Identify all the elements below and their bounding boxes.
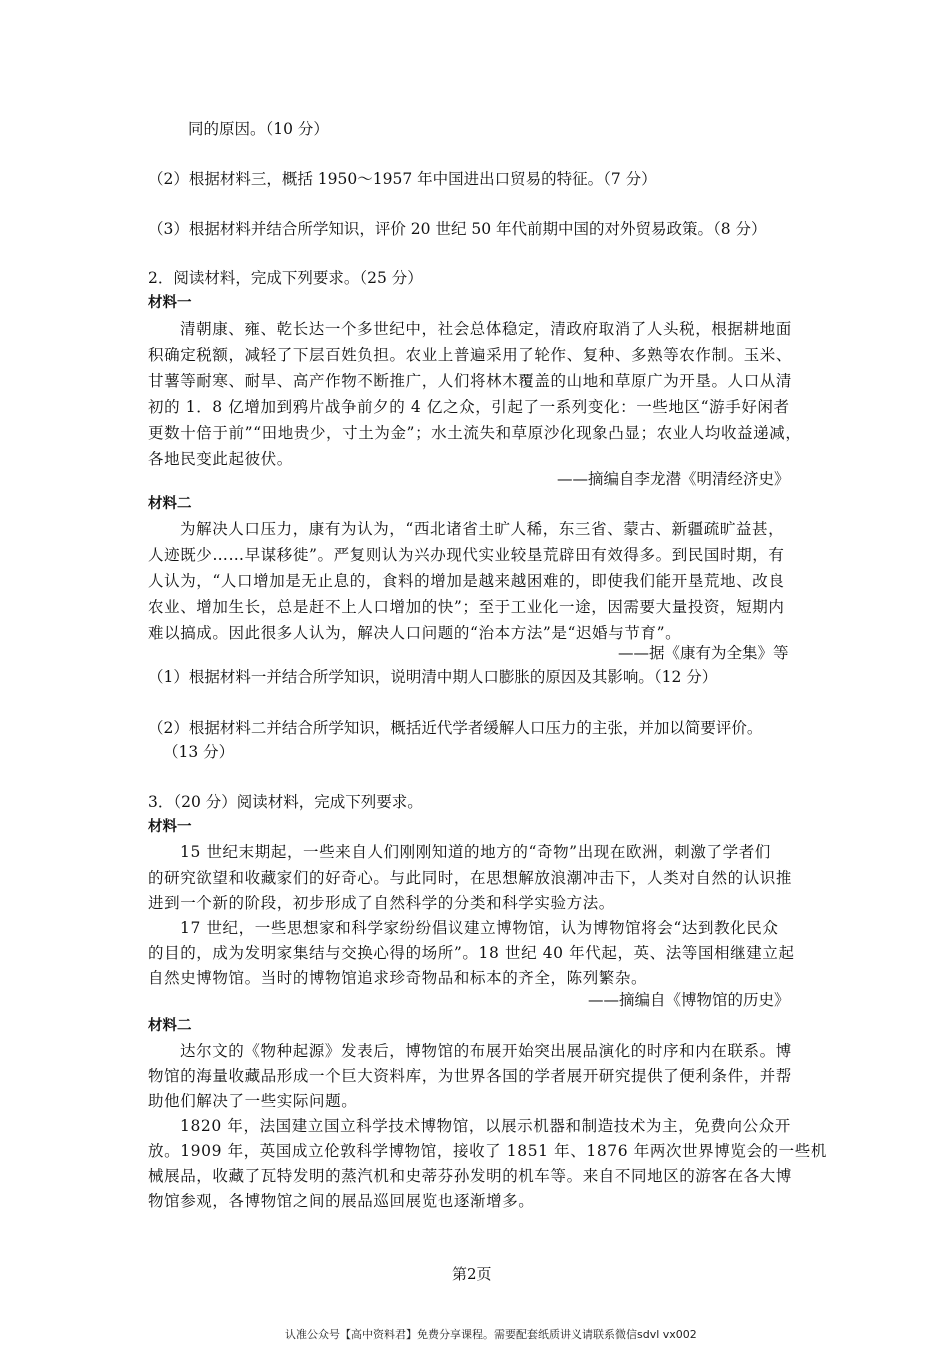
q2-m2-line: 人迹既少……早谋移徙”。严复则认为兴办现代实业较垦荒辟田有效得多。到民国时期，有 — [148, 546, 785, 564]
q2-m2-source: ——据《康有为全集》等 — [618, 644, 789, 662]
q3-m1-line: 进到一个新的阶段，初步形成了自然科学的分类和科学实验方法。 — [148, 894, 615, 912]
footer-note: 认准公众号【高中资料君】免费分享课程。需要配套纸质讲义请联系微信sdvl vx002 — [285, 1328, 697, 1341]
q3-m2-line: 物馆的海量收藏品形成一个巨大资料库，为世界各国的学者展开研究提供了便利条件，并帮 — [148, 1067, 793, 1085]
q3-m2-line: 1820 年，法国建立国立科学技术博物馆，以展示机器和制造技术为主，免费向公众开 — [180, 1117, 791, 1135]
page-number: 第2页 — [452, 1265, 492, 1283]
q3-m2-line: 放。1909 年，英国成立伦敦科学博物馆，接收了 1851 年、1876 年两次世界博览会的一些机 — [148, 1142, 827, 1160]
q2-subquestion-2-points: （13 分） — [163, 743, 235, 761]
q2-m2-line: 农业、增加生长，总是赶不上人口增加的快”；至于工业化一途，因需要大量投资，短期内 — [148, 598, 785, 616]
q3-m1-line: 的研究欲望和收藏家们的好奇心。与此同时，在思想解放浪潮冲击下，人类对自然的认识推 — [148, 869, 793, 887]
q2-m1-line: 初的 1．8 亿增加到鸦片战争前夕的 4 亿之众，引起了一系列变化：一些地区“游手好闲者 — [148, 398, 790, 416]
q3-m2-line: 达尔文的《物种起源》发表后，博物馆的布展开始突出展品演化的时序和内在联系。博 — [180, 1042, 792, 1060]
q2-material-2-label: 材料二 — [148, 496, 192, 512]
q2-m2-line: 人认为，“人口增加是无止息的，食料的增加是越来越困难的，即使我们能开垦荒地、改良 — [148, 572, 785, 590]
q1-subquestion-2: （2）根据材料三，概括 1950～1957 年中国进出口贸易的特征。（7 分） — [148, 170, 657, 188]
q2-m1-line: 各地民变此起彼伏。 — [148, 450, 293, 468]
q3-m2-line: 助他们解决了一些实际问题。 — [148, 1092, 358, 1110]
q2-title: 2．阅读材料，完成下列要求。（25 分） — [148, 269, 423, 287]
q2-m1-line: 更数十倍于前”“田地贵少，寸土为金”；水土流失和草原沙化现象凸显；农业人均收益递减， — [148, 424, 802, 442]
q2-material-1-label: 材料一 — [148, 295, 192, 311]
q3-m2-line: 物馆参观，各博物馆之间的展品巡回展览也逐渐增多。 — [148, 1192, 535, 1210]
q1-continuation: 同的原因。（10 分） — [188, 120, 329, 138]
q3-m1-line: 自然史博物馆。当时的博物馆追求珍奇物品和标本的齐全，陈列繁杂。 — [148, 969, 648, 987]
q3-m1-line: 的目的，成为发明家集结与交换心得的场所”。18 世纪 40 年代起，英、法等国相继建立起 — [148, 944, 795, 962]
q2-m1-line: 清朝康、雍、乾长达一个多世纪中，社会总体稳定，清政府取消了人头税，根据耕地面 — [180, 320, 792, 338]
q2-m1-line: 积确定税额，减轻了下层百姓负担。农业上普遍采用了轮作、复种、多熟等农作制。玉米、 — [148, 346, 793, 364]
q3-m1-line: 15 世纪末期起，一些来自人们刚刚知道的地方的“奇物”出现在欧洲，刺激了学者们 — [180, 843, 771, 861]
q2-subquestion-2: （2）根据材料二并结合所学知识，概括近代学者缓解人口压力的主张，并加以简要评价。 — [148, 719, 763, 737]
q2-m2-line: 难以搞成。因此很多人认为，解决人口问题的“治本方法”是“迟婚与节育”。 — [148, 624, 682, 642]
q2-m2-line: 为解决人口压力，康有为认为，“西北诸省土旷人稀，东三省、蒙古、新疆疏旷益甚， — [180, 520, 785, 538]
q3-material-1-label: 材料一 — [148, 819, 192, 835]
q1-subquestion-3: （3）根据材料并结合所学知识，评价 20 世纪 50 年代前期中国的对外贸易政策。（8 分） — [148, 220, 767, 238]
q3-m1-line: 17 世纪，一些思想家和科学家纷纷倡议建立博物馆，认为博物馆将会“达到教化民众 — [180, 919, 779, 937]
q2-m1-source: ——摘编自李龙潜《明清经济史》 — [557, 470, 790, 488]
q3-m2-line: 械展品，收藏了瓦特发明的蒸汽机和史蒂芬孙发明的机车等。来自不同地区的游客在各大博 — [148, 1167, 793, 1185]
q3-m1-source: ——摘编自《博物馆的历史》 — [588, 991, 790, 1009]
q3-material-2-label: 材料二 — [148, 1018, 192, 1034]
q2-subquestion-1: （1）根据材料一并结合所学知识，说明清中期人口膨胀的原因及其影响。（12 分） — [148, 668, 718, 686]
q2-m1-line: 甘薯等耐寒、耐旱、高产作物不断推广，人们将林木覆盖的山地和草原广为开垦。人口从清 — [148, 372, 793, 390]
q3-title: 3．（20 分）阅读材料，完成下列要求。 — [148, 793, 423, 811]
